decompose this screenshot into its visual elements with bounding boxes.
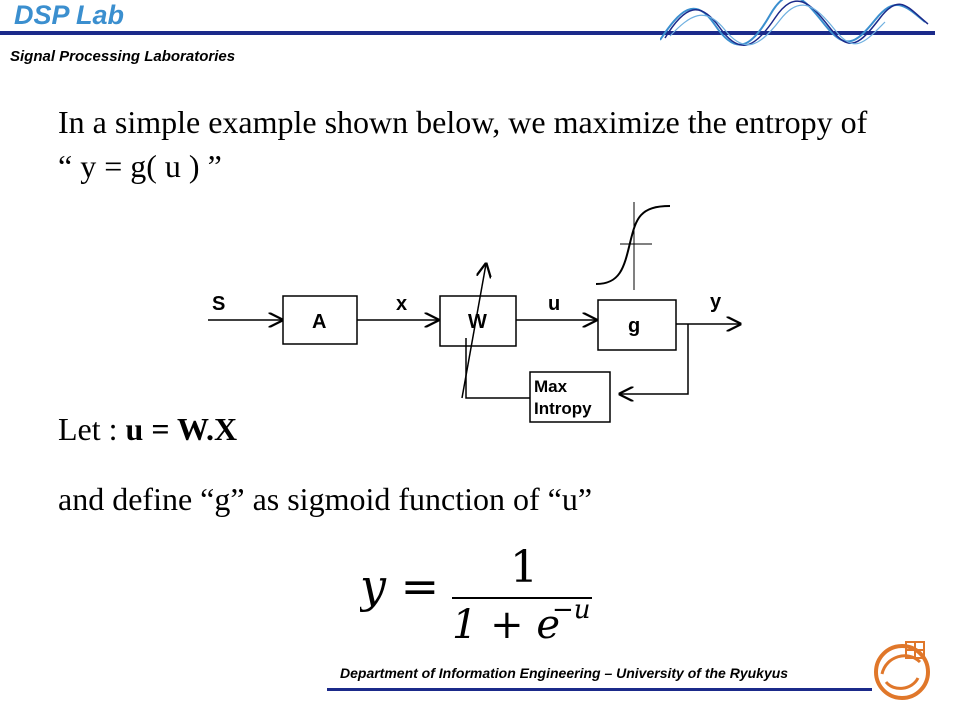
equation-numerator: 1 bbox=[510, 542, 538, 593]
let-expression: u = W.X bbox=[125, 411, 238, 447]
block-label: Max bbox=[534, 377, 568, 396]
lab-title: DSP Lab bbox=[14, 0, 125, 30]
equation-lhs: y = bbox=[360, 559, 440, 613]
footer-rule bbox=[327, 688, 872, 691]
block-label: W bbox=[468, 311, 487, 333]
lab-subtitle: Signal Processing Laboratories bbox=[10, 48, 236, 65]
signal-label: u bbox=[548, 293, 561, 315]
block-diagram bbox=[200, 198, 760, 430]
feedback-return bbox=[466, 338, 530, 398]
equation-denominator: 1 + e bbox=[452, 602, 561, 648]
equation-exponent: −u bbox=[552, 595, 591, 625]
block-label: g bbox=[628, 315, 641, 337]
define-statement: and define “g” as sigmoid function of “u” bbox=[58, 481, 593, 517]
intro-paragraph: In a simple example shown below, we maximize the entropy of “ y = g( u ) ” bbox=[58, 104, 868, 184]
university-logo-icon bbox=[868, 636, 940, 702]
sigmoid-curve bbox=[596, 206, 670, 284]
footer-text: Department of Information Engineering – University of the Ryukyus bbox=[340, 665, 789, 681]
wave-logo-icon bbox=[660, 0, 930, 50]
let-prefix: Let : bbox=[58, 411, 126, 447]
signal-label: x bbox=[396, 293, 408, 315]
block-label: Intropy bbox=[534, 399, 592, 418]
let-statement bbox=[58, 411, 237, 448]
signal-label: y bbox=[710, 291, 722, 313]
signal-label: S bbox=[212, 293, 226, 315]
sigmoid-equation bbox=[360, 538, 620, 648]
block-label: A bbox=[312, 311, 327, 333]
